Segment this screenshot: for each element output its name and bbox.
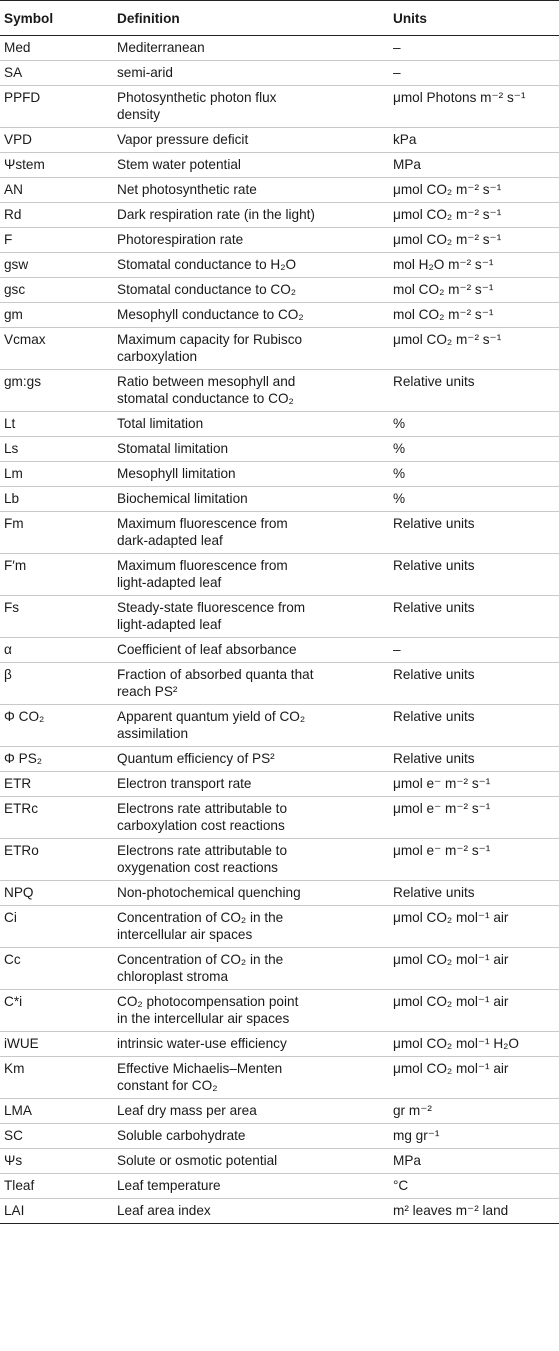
table-row bbox=[0, 705, 559, 747]
symbol-cell: ETR bbox=[0, 772, 113, 797]
definition-cell: Effective Michaelis–Menten constant for CO₂ bbox=[113, 1057, 389, 1099]
definition-cell: Mesophyll conductance to CO₂ bbox=[113, 303, 389, 328]
header-row bbox=[0, 1, 559, 36]
units-cell: μmol e⁻ m⁻² s⁻¹ bbox=[389, 839, 559, 881]
table-row bbox=[0, 881, 559, 906]
definition-cell: Leaf temperature bbox=[113, 1174, 389, 1199]
header-units: Units bbox=[389, 1, 559, 36]
table-row bbox=[0, 948, 559, 990]
units-cell: μmol CO₂ mol⁻¹ air bbox=[389, 906, 559, 948]
definition-cell: Stomatal conductance to H₂O bbox=[113, 253, 389, 278]
table-row bbox=[0, 554, 559, 596]
symbol-cell: Cc bbox=[0, 948, 113, 990]
symbol-cell: Lb bbox=[0, 487, 113, 512]
table-header bbox=[0, 1, 559, 36]
symbol-cell: Φ CO₂ bbox=[0, 705, 113, 747]
units-cell: Relative units bbox=[389, 663, 559, 705]
units-cell: Relative units bbox=[389, 512, 559, 554]
units-cell: °C bbox=[389, 1174, 559, 1199]
table-row bbox=[0, 797, 559, 839]
symbol-cell: SA bbox=[0, 61, 113, 86]
symbol-cell: ETRc bbox=[0, 797, 113, 839]
units-cell: μmol e⁻ m⁻² s⁻¹ bbox=[389, 797, 559, 839]
symbol-cell: gm bbox=[0, 303, 113, 328]
table-row bbox=[0, 203, 559, 228]
symbol-cell: F bbox=[0, 228, 113, 253]
definition-cell: Apparent quantum yield of CO₂ assimilation bbox=[113, 705, 389, 747]
table-row bbox=[0, 412, 559, 437]
definition-cell: Mesophyll limitation bbox=[113, 462, 389, 487]
definition-cell: Maximum fluorescence from dark-adapted leaf bbox=[113, 512, 389, 554]
definition-cell: intrinsic water-use efficiency bbox=[113, 1032, 389, 1057]
definition-cell: Dark respiration rate (in the light) bbox=[113, 203, 389, 228]
symbol-cell: α bbox=[0, 638, 113, 663]
symbol-cell: gsw bbox=[0, 253, 113, 278]
table-row bbox=[0, 1124, 559, 1149]
symbol-cell: F′m bbox=[0, 554, 113, 596]
symbol-cell: LMA bbox=[0, 1099, 113, 1124]
header-definition: Definition bbox=[113, 1, 389, 36]
table-row bbox=[0, 86, 559, 128]
units-cell: μmol CO₂ m⁻² s⁻¹ bbox=[389, 203, 559, 228]
units-cell: Relative units bbox=[389, 747, 559, 772]
definition-cell: Electrons rate attributable to carboxylation cost reactions bbox=[113, 797, 389, 839]
units-cell: kPa bbox=[389, 128, 559, 153]
units-cell: μmol e⁻ m⁻² s⁻¹ bbox=[389, 772, 559, 797]
units-cell: gr m⁻² bbox=[389, 1099, 559, 1124]
symbol-cell: gsc bbox=[0, 278, 113, 303]
units-cell: % bbox=[389, 412, 559, 437]
symbol-cell: VPD bbox=[0, 128, 113, 153]
symbol-cell: Ψs bbox=[0, 1149, 113, 1174]
units-cell: Relative units bbox=[389, 881, 559, 906]
units-cell: mol H₂O m⁻² s⁻¹ bbox=[389, 253, 559, 278]
symbol-cell: Tleaf bbox=[0, 1174, 113, 1199]
definition-cell: Total limitation bbox=[113, 412, 389, 437]
definition-cell: Mediterranean bbox=[113, 36, 389, 61]
table-row bbox=[0, 772, 559, 797]
units-cell: MPa bbox=[389, 153, 559, 178]
symbol-cell: NPQ bbox=[0, 881, 113, 906]
symbol-cell: Km bbox=[0, 1057, 113, 1099]
table-row bbox=[0, 512, 559, 554]
definition-cell: semi-arid bbox=[113, 61, 389, 86]
definition-cell: Stomatal limitation bbox=[113, 437, 389, 462]
definition-cell: Leaf dry mass per area bbox=[113, 1099, 389, 1124]
definition-cell: Stem water potential bbox=[113, 153, 389, 178]
units-cell: mol CO₂ m⁻² s⁻¹ bbox=[389, 278, 559, 303]
symbol-cell: gm:gs bbox=[0, 370, 113, 412]
table-row bbox=[0, 228, 559, 253]
definition-cell: CO₂ photocompensation point in the intercellular air spaces bbox=[113, 990, 389, 1032]
table-row bbox=[0, 328, 559, 370]
symbol-cell: PPFD bbox=[0, 86, 113, 128]
table-row bbox=[0, 663, 559, 705]
definition-cell: Vapor pressure deficit bbox=[113, 128, 389, 153]
symbol-cell: AN bbox=[0, 178, 113, 203]
units-cell: – bbox=[389, 61, 559, 86]
symbol-cell: β bbox=[0, 663, 113, 705]
table-row bbox=[0, 1099, 559, 1124]
table-row bbox=[0, 253, 559, 278]
units-cell: Relative units bbox=[389, 554, 559, 596]
definition-cell: Maximum fluorescence from light-adapted leaf bbox=[113, 554, 389, 596]
symbol-cell: Fs bbox=[0, 596, 113, 638]
definition-cell: Biochemical limitation bbox=[113, 487, 389, 512]
table-row bbox=[0, 370, 559, 412]
units-cell: μmol CO₂ mol⁻¹ air bbox=[389, 990, 559, 1032]
units-cell: Relative units bbox=[389, 705, 559, 747]
symbol-cell: Lt bbox=[0, 412, 113, 437]
units-cell: μmol CO₂ m⁻² s⁻¹ bbox=[389, 228, 559, 253]
symbol-cell: Lm bbox=[0, 462, 113, 487]
definition-cell: Concentration of CO₂ in the chloroplast stroma bbox=[113, 948, 389, 990]
table-row bbox=[0, 178, 559, 203]
units-cell: % bbox=[389, 487, 559, 512]
symbol-cell: Vcmax bbox=[0, 328, 113, 370]
table-row bbox=[0, 462, 559, 487]
units-cell: μmol CO₂ m⁻² s⁻¹ bbox=[389, 328, 559, 370]
definition-cell: Steady-state fluorescence from light-adapted leaf bbox=[113, 596, 389, 638]
symbol-cell: LAI bbox=[0, 1199, 113, 1224]
units-cell: m² leaves m⁻² land bbox=[389, 1199, 559, 1224]
table-row bbox=[0, 36, 559, 61]
table-row bbox=[0, 839, 559, 881]
definition-cell: Photosynthetic photon flux density bbox=[113, 86, 389, 128]
units-cell: MPa bbox=[389, 1149, 559, 1174]
table-row bbox=[0, 61, 559, 86]
table-row bbox=[0, 1199, 559, 1224]
table-row bbox=[0, 153, 559, 178]
header-symbol: Symbol bbox=[0, 1, 113, 36]
units-cell: Relative units bbox=[389, 370, 559, 412]
table-row bbox=[0, 278, 559, 303]
units-cell: μmol CO₂ mol⁻¹ air bbox=[389, 1057, 559, 1099]
definition-cell: Ratio between mesophyll and stomatal conductance to CO₂ bbox=[113, 370, 389, 412]
table-row bbox=[0, 596, 559, 638]
symbol-cell: Ls bbox=[0, 437, 113, 462]
symbol-cell: iWUE bbox=[0, 1032, 113, 1057]
table-row bbox=[0, 990, 559, 1032]
units-cell: μmol Photons m⁻² s⁻¹ bbox=[389, 86, 559, 128]
definition-cell: Electron transport rate bbox=[113, 772, 389, 797]
symbol-cell: SC bbox=[0, 1124, 113, 1149]
symbol-cell: Fm bbox=[0, 512, 113, 554]
definition-cell: Solute or osmotic potential bbox=[113, 1149, 389, 1174]
symbol-cell: Ψstem bbox=[0, 153, 113, 178]
table-row bbox=[0, 906, 559, 948]
symbol-cell: Med bbox=[0, 36, 113, 61]
units-cell: μmol CO₂ m⁻² s⁻¹ bbox=[389, 178, 559, 203]
table-row bbox=[0, 747, 559, 772]
definition-cell: Concentration of CO₂ in the intercellular air spaces bbox=[113, 906, 389, 948]
symbol-cell: Ci bbox=[0, 906, 113, 948]
definition-cell: Photorespiration rate bbox=[113, 228, 389, 253]
units-cell: – bbox=[389, 638, 559, 663]
units-cell: mg gr⁻¹ bbox=[389, 1124, 559, 1149]
definition-cell: Fraction of absorbed quanta that reach PS² bbox=[113, 663, 389, 705]
definition-cell: Maximum capacity for Rubisco carboxylation bbox=[113, 328, 389, 370]
definition-cell: Soluble carbohydrate bbox=[113, 1124, 389, 1149]
units-cell: μmol CO₂ mol⁻¹ H₂O bbox=[389, 1032, 559, 1057]
symbol-cell: C*i bbox=[0, 990, 113, 1032]
definition-cell: Non-photochemical quenching bbox=[113, 881, 389, 906]
units-cell: μmol CO₂ mol⁻¹ air bbox=[389, 948, 559, 990]
units-cell: % bbox=[389, 462, 559, 487]
units-cell: % bbox=[389, 437, 559, 462]
table-row bbox=[0, 638, 559, 663]
definition-cell: Net photosynthetic rate bbox=[113, 178, 389, 203]
units-cell: – bbox=[389, 36, 559, 61]
table-row bbox=[0, 1174, 559, 1199]
definition-cell: Quantum efficiency of PS² bbox=[113, 747, 389, 772]
table-row bbox=[0, 303, 559, 328]
units-cell: mol CO₂ m⁻² s⁻¹ bbox=[389, 303, 559, 328]
definition-cell: Electrons rate attributable to oxygenation cost reactions bbox=[113, 839, 389, 881]
table-body bbox=[0, 36, 559, 1224]
table-row bbox=[0, 437, 559, 462]
symbol-cell: Rd bbox=[0, 203, 113, 228]
table-row bbox=[0, 1032, 559, 1057]
definition-cell: Leaf area index bbox=[113, 1199, 389, 1224]
definition-cell: Stomatal conductance to CO₂ bbox=[113, 278, 389, 303]
table-row bbox=[0, 128, 559, 153]
symbol-cell: ETRo bbox=[0, 839, 113, 881]
symbol-cell: Φ PS₂ bbox=[0, 747, 113, 772]
definition-cell: Coefficient of leaf absorbance bbox=[113, 638, 389, 663]
table-row bbox=[0, 1149, 559, 1174]
table-row bbox=[0, 1057, 559, 1099]
table-row bbox=[0, 487, 559, 512]
units-cell: Relative units bbox=[389, 596, 559, 638]
